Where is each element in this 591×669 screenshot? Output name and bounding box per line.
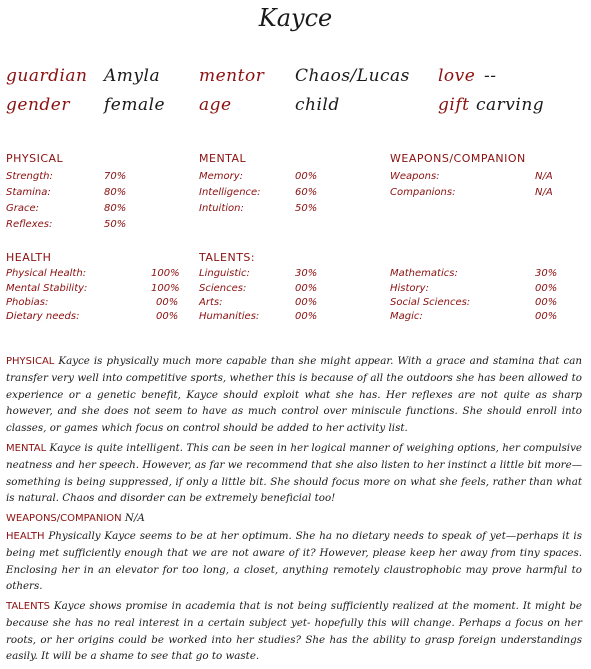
talents-description-label: TALENTS	[6, 601, 50, 612]
talent-label: History:	[390, 283, 429, 294]
talent-value: 30%	[535, 268, 558, 279]
talent-label: Social Sciences:	[390, 297, 471, 308]
guardian-value: Amyla	[104, 66, 161, 86]
physical-label: Grace:	[6, 203, 40, 214]
health-value: 00%	[156, 297, 179, 308]
mental-description-text: Kayce is quite intelligent. This can be seen in her logical manner of weighing options, her compulsive neatness and her speech. However, as far we recommend that she also listen to her instinct a little bit more—something is being suppressed, if only a little bit. She should focus more on what she feels, rather than what is natural. Chaos and disorder can be extremely beneficial too!	[6, 442, 582, 505]
talents-heading: TALENTS:	[199, 251, 256, 264]
talent-value: 00%	[295, 283, 318, 294]
gender-value: female	[104, 95, 166, 115]
health-value: 00%	[156, 311, 179, 322]
talent-value: 00%	[535, 297, 558, 308]
talent-value: 00%	[535, 311, 558, 322]
mentor-label: mentor	[199, 66, 265, 86]
talent-label: Magic:	[390, 311, 423, 322]
guardian-label: guardian	[6, 66, 88, 86]
physical-value: 80%	[104, 203, 127, 214]
health-value: 100%	[151, 283, 180, 294]
physical-value: 50%	[104, 219, 127, 230]
talent-label: Sciences:	[199, 283, 247, 294]
physical-label: Strength:	[6, 171, 53, 182]
mental-label: Intuition:	[199, 203, 244, 214]
talents-description	[6, 598, 582, 665]
mental-description	[6, 440, 582, 507]
mental-heading: MENTAL	[199, 152, 247, 165]
weapons-description-text: N/A	[121, 512, 145, 524]
weapons-value: N/A	[535, 187, 553, 198]
gift-value: carving	[476, 95, 545, 115]
health-description-label: HEALTH	[6, 531, 45, 542]
physical-description	[6, 353, 582, 436]
mental-label: Memory:	[199, 171, 244, 182]
health-label: Dietary needs:	[6, 311, 80, 322]
physical-heading: PHYSICAL	[6, 152, 64, 165]
talent-value: 00%	[295, 297, 318, 308]
love-value: --	[484, 66, 497, 86]
mental-value: 50%	[295, 203, 318, 214]
weapons-value: N/A	[535, 171, 553, 182]
talent-label: Mathematics:	[390, 268, 458, 279]
mental-value: 00%	[295, 171, 318, 182]
physical-description-label: PHYSICAL	[6, 356, 55, 367]
health-label: Phobias:	[6, 297, 49, 308]
mental-value: 60%	[295, 187, 318, 198]
age-value: child	[295, 95, 340, 115]
talents-description-text: Kayce shows promise in academia that is not being sufficiently realized at the moment. It might be because she has no real interest in a certain subject yet- hopefully this will change. Perhaps a focus on her roots, or her origins could be worked into her studies? She has the ability to grasp foreign understandings easily. It will be a shame to see that go to waste.	[6, 600, 582, 663]
gender-label: gender	[6, 95, 70, 115]
talent-value: 00%	[295, 311, 318, 322]
love-label: love	[438, 66, 476, 86]
health-label: Mental Stability:	[6, 283, 88, 294]
mentor-value: Chaos/Lucas	[295, 66, 410, 86]
physical-value: 70%	[104, 171, 127, 182]
weapons-label: Companions:	[390, 187, 456, 198]
gift-label: gift	[438, 95, 470, 115]
page-title: Kayce	[258, 4, 333, 32]
health-description-text: Physically Kayce seems to be at her optimum. She ha no dietary needs to speak of yet—perhaps it is being met sufficiently enough that we are not aware of it? However, please keep her away from tiny spaces. Enclosing her in an elevator for too long, a closet, anything remotely claustrophobic may prove harmful to others.	[6, 530, 582, 593]
weapons-description	[6, 510, 582, 527]
weapons-description-label: WEAPONS/COMPANION	[6, 513, 122, 524]
talent-value: 30%	[295, 268, 318, 279]
health-value: 100%	[151, 268, 180, 279]
physical-label: Reflexes:	[6, 219, 53, 230]
physical-value: 80%	[104, 187, 127, 198]
physical-label: Stamina:	[6, 187, 51, 198]
weapons-label: Weapons:	[390, 171, 440, 182]
talent-label: Humanities:	[199, 311, 260, 322]
talent-label: Linguistic:	[199, 268, 250, 279]
health-label: Physical Health:	[6, 268, 87, 279]
talent-value: 00%	[535, 283, 558, 294]
talent-label: Arts:	[199, 297, 223, 308]
age-label: age	[199, 95, 232, 115]
mental-description-label: MENTAL	[6, 443, 47, 454]
physical-description-text: Kayce is physically much more capable than she might appear. With a grace and stamina that can transfer very well into competitive sports, whether this is because of all the outdoors she has been allowed to experience or a genetic benefit, Kayce should exploit what she has. Her reflexes are not quite as sharp however, and she does not seem to have as much control over miniscule functions. She should enroll into classes, or games which focus on control should be added to her activity list.	[6, 355, 582, 434]
health-description	[6, 528, 582, 595]
weapons-heading: WEAPONS/COMPANION	[390, 152, 526, 165]
mental-label: Intelligence:	[199, 187, 261, 198]
health-heading: HEALTH	[6, 251, 52, 264]
